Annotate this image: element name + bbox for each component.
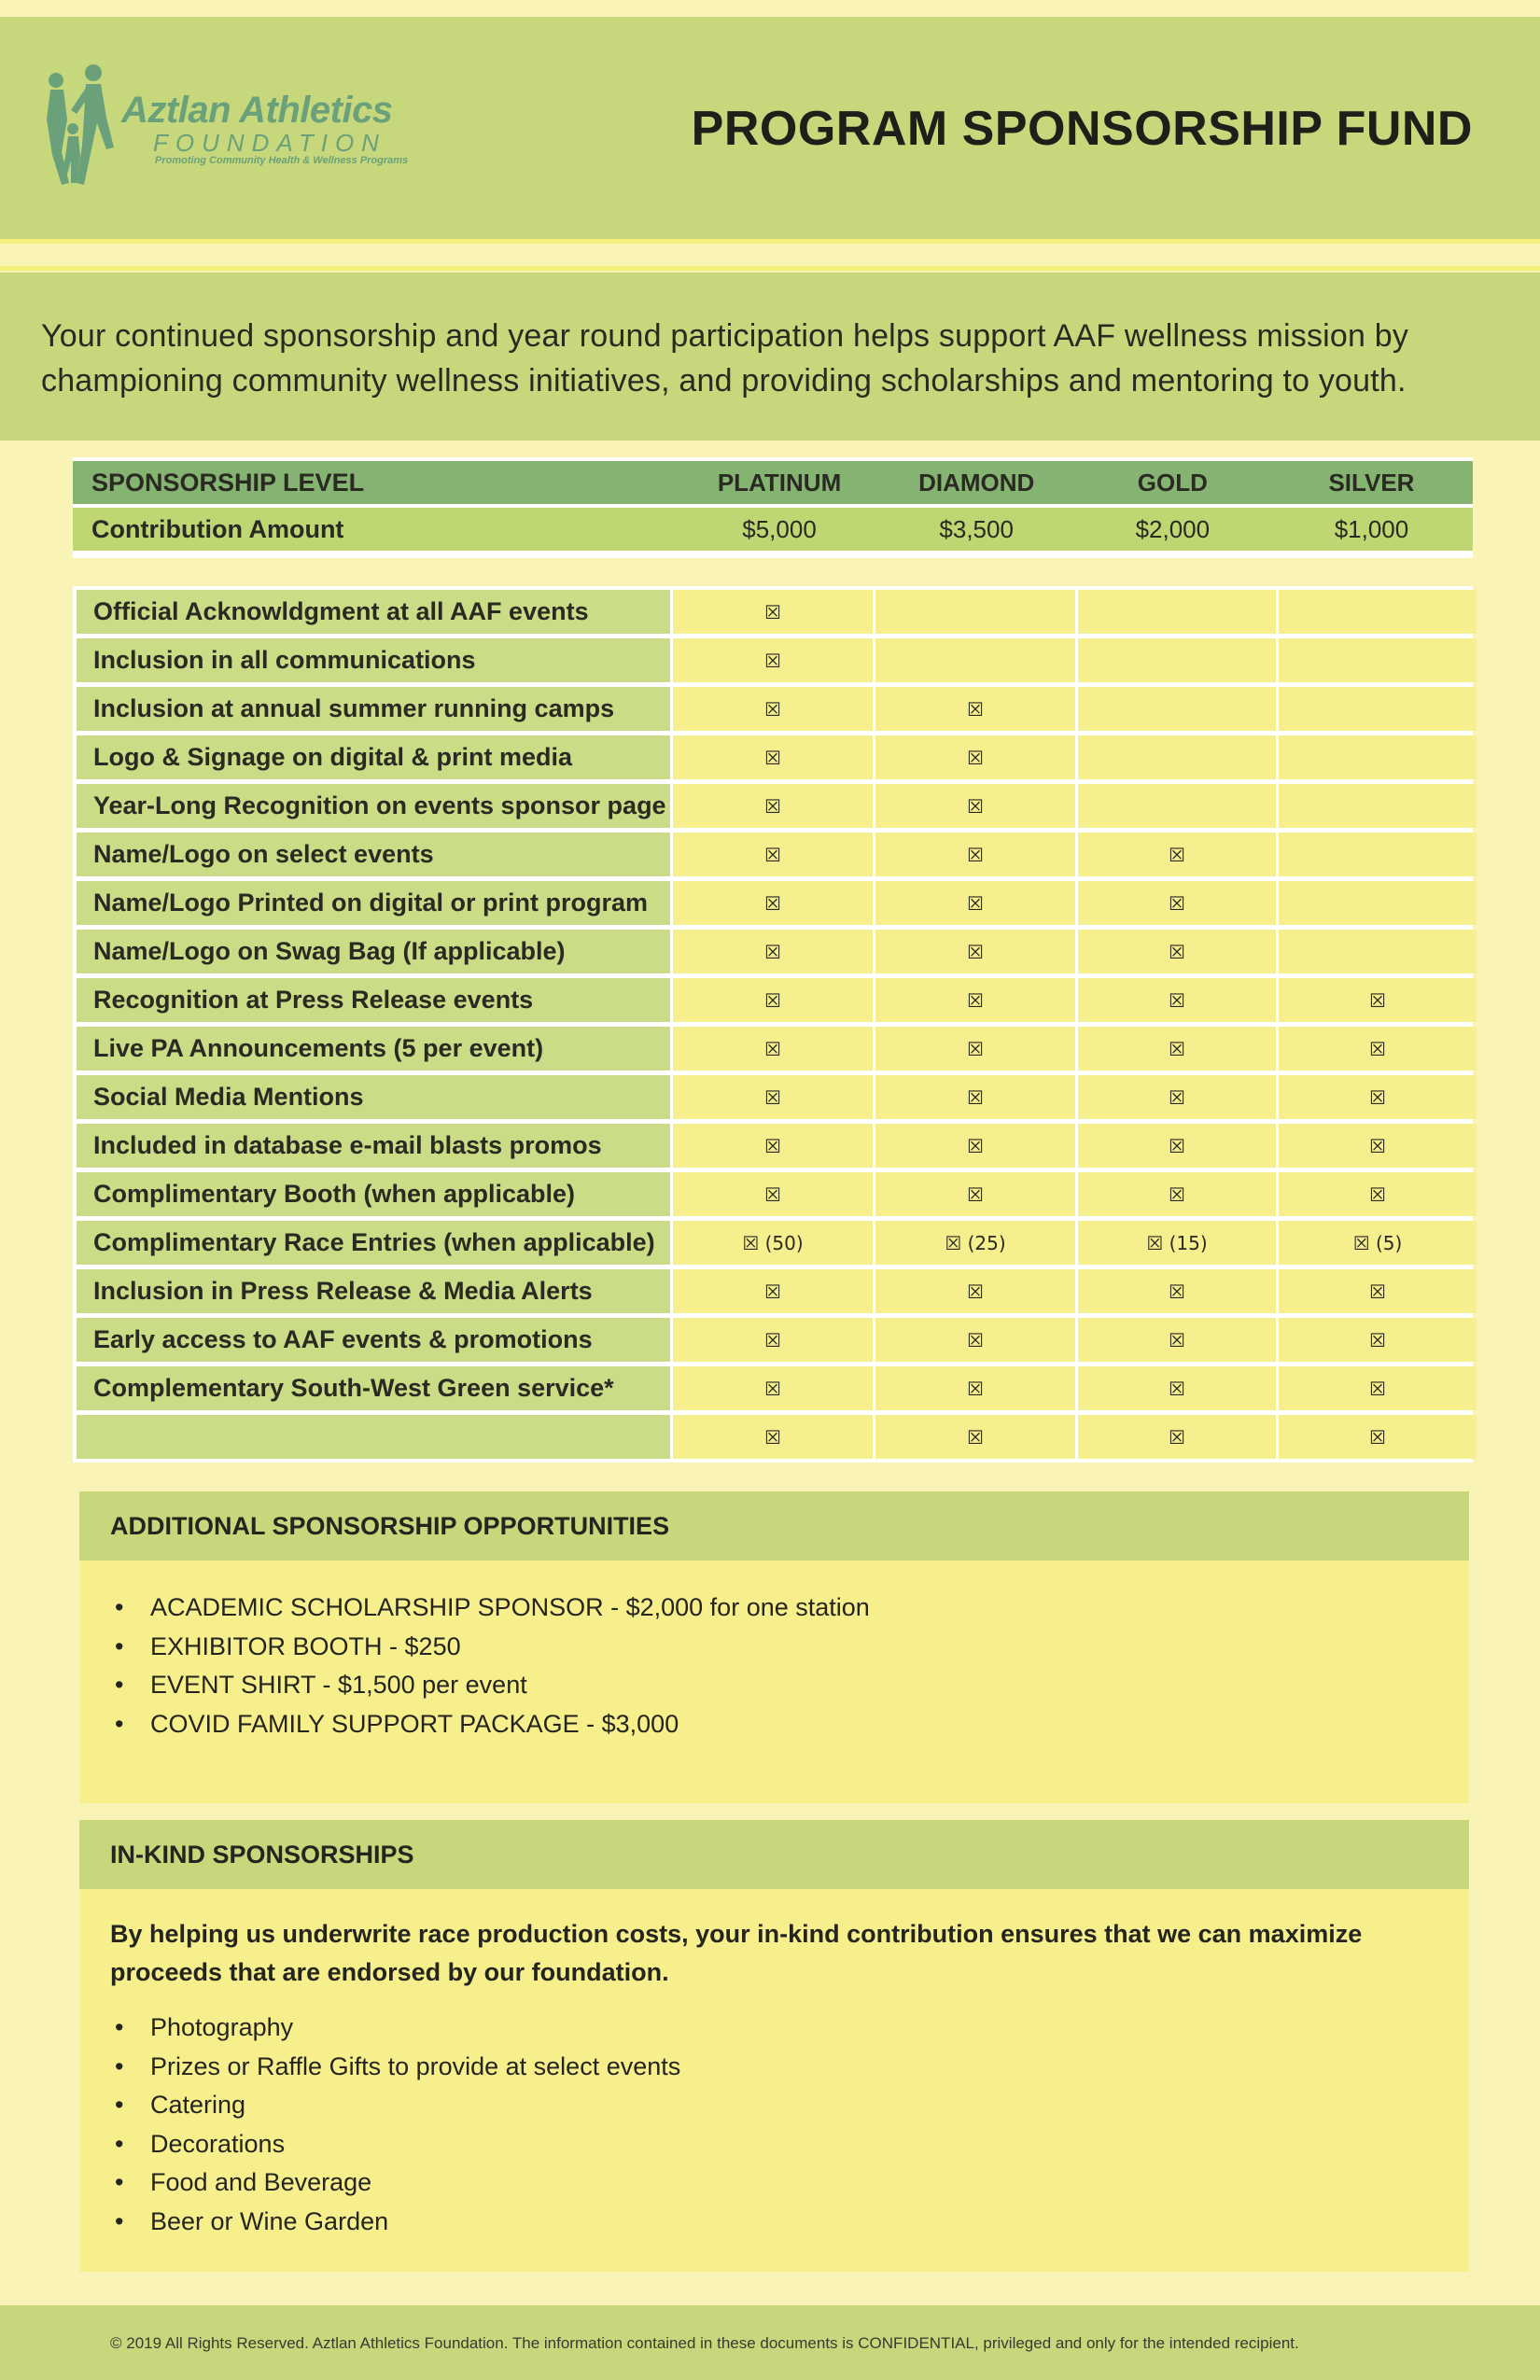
benefit-cell-silver [1279,735,1477,779]
benefit-label: Complimentary Race Entries (when applicable) [77,1221,670,1265]
checkbox-icon: ☒ [1169,891,1185,915]
benefit-label: Early access to AAF events & promotions [77,1318,670,1362]
benefit-cell-diamond [875,881,1075,925]
section-header [79,1820,1469,1889]
benefit-cell-diamond [875,1172,1075,1216]
benefit-cell-silver [1279,1269,1477,1313]
checkbox-icon: ☒ [1169,940,1185,963]
level-name-silver: SILVER [1328,468,1415,497]
checkbox-icon: ☒ (25) [945,1231,1006,1254]
list-item: • Catering [115,2086,680,2125]
checkbox-icon: ☒ [1369,1085,1386,1109]
footer-copyright: © 2019 All Rights Reserved. Aztlan Athletics Foundation. The information contained in these documents is CONFIDENTIAL, privileged and only for the intended recipient. [110,2334,1299,2352]
contribution-row [73,508,1473,551]
checkbox-icon: ☒ [1369,1134,1386,1157]
benefit-cell-diamond [875,735,1075,779]
inkind-list [115,2009,680,2241]
benefit-cell-silver [1279,1027,1477,1071]
benefit-cell-diamond [875,1318,1075,1362]
benefit-cell-diamond [875,978,1075,1022]
checkbox-icon: ☒ [764,1425,781,1449]
benefit-cell-platinum [673,784,873,828]
benefit-label: Social Media Mentions [77,1075,670,1119]
section-header [79,1491,1469,1561]
benefit-label: Recognition at Press Release events [77,978,670,1022]
amount-diamond: $3,500 [939,514,1014,543]
benefit-cell-silver [1279,1221,1477,1265]
benefit-cell-silver [1279,1318,1477,1362]
benefit-cell-diamond [875,930,1075,973]
checkbox-icon: ☒ [1169,1377,1185,1400]
benefit-cell-platinum [673,735,873,779]
checkbox-icon: ☒ [967,988,984,1012]
benefit-cell-platinum [673,1366,873,1410]
benefit-cell-diamond [875,1415,1075,1459]
benefit-cell-gold [1078,833,1276,876]
levels-header-row [73,461,1473,504]
benefit-cell-gold [1078,1027,1276,1071]
benefit-cell-platinum [673,1124,873,1168]
benefit-cell-diamond [875,590,1075,634]
benefit-cell-gold [1078,1318,1276,1362]
benefit-cell-silver [1279,1124,1477,1168]
logo-subtitle: FOUNDATION [153,129,386,157]
benefit-cell-gold [1078,687,1276,731]
list-item: • Beer or Wine Garden [115,2203,680,2242]
benefit-cell-platinum [673,1221,873,1265]
benefit-cell-diamond [875,1366,1075,1410]
list-item: • Prizes or Raffle Gifts to provide at select events [115,2048,680,2087]
level-name-platinum: PLATINUM [717,468,842,497]
additional-list [115,1589,870,1743]
benefit-cell-silver [1279,1075,1477,1119]
running-family-icon [37,63,131,194]
benefit-cell-platinum [673,1027,873,1071]
benefit-cell-platinum [673,590,873,634]
benefit-cell-gold [1078,784,1276,828]
checkbox-icon: ☒ [764,697,781,721]
logo-name: Aztlan Athletics [121,90,393,131]
checkbox-icon: ☒ (5) [1352,1231,1403,1254]
benefit-cell-gold [1078,881,1276,925]
checkbox-icon: ☒ [1169,1183,1185,1206]
list-item: • COVID FAMILY SUPPORT PACKAGE - $3,000 [115,1705,870,1744]
benefit-cell-silver [1279,881,1477,925]
checkbox-icon: ☒ [764,843,781,866]
benefit-label: Live PA Announcements (5 per event) [77,1027,670,1071]
checkbox-icon: ☒ (50) [742,1231,804,1254]
checkbox-icon: ☒ [1169,988,1185,1012]
checkbox-icon: ☒ [1369,1280,1386,1303]
checkbox-icon: ☒ [764,1037,781,1060]
list-item: • ACADEMIC SCHOLARSHIP SPONSOR - $2,000 for one station [115,1589,870,1628]
benefit-label: Inclusion at annual summer running camps [77,687,670,731]
checkbox-icon: ☒ [1369,1183,1386,1206]
checkbox-icon: ☒ [967,1280,984,1303]
checkbox-icon: ☒ [1169,1280,1185,1303]
list-item: • EVENT SHIRT - $1,500 per event [115,1666,870,1705]
inkind-section [79,1820,1469,2272]
checkbox-icon: ☒ [967,1377,984,1400]
benefit-cell-silver [1279,833,1477,876]
amount-silver: $1,000 [1334,514,1409,543]
benefit-cell-diamond [875,1124,1075,1168]
list-item: • Food and Beverage [115,2163,680,2203]
checkbox-icon: ☒ [764,746,781,769]
amount-platinum: $5,000 [742,514,817,543]
benefit-label: Official Acknowldgment at all AAF events [77,590,670,634]
checkbox-icon: ☒ [967,1085,984,1109]
sponsorship-levels-table [73,457,1473,558]
benefit-cell-silver [1279,930,1477,973]
checkbox-icon: ☒ [764,1183,781,1206]
benefit-cell-gold [1078,1415,1276,1459]
benefit-cell-silver [1279,1366,1477,1410]
benefit-cell-platinum [673,1415,873,1459]
checkbox-icon: ☒ [1169,1328,1185,1351]
benefit-cell-platinum [673,930,873,973]
benefit-cell-platinum [673,1269,873,1313]
list-item: • Decorations [115,2125,680,2164]
checkbox-icon: ☒ [1169,1425,1185,1449]
checkbox-icon: ☒ [1369,1328,1386,1351]
benefit-cell-diamond [875,1027,1075,1071]
inkind-intro: By helping us underwrite race production costs, your in-kind contribution ensures that we can maximize proceeds that are endorsed by our foundation. [110,1920,1363,1986]
benefit-cell-gold [1078,978,1276,1022]
benefit-cell-gold [1078,638,1276,682]
checkbox-icon: ☒ [1369,1377,1386,1400]
benefit-cell-platinum [673,833,873,876]
checkbox-icon: ☒ [1169,1037,1185,1060]
checkbox-icon: ☒ [967,697,984,721]
checkbox-icon: ☒ [764,649,781,672]
benefit-cell-gold [1078,590,1276,634]
level-name-diamond: DIAMOND [918,468,1035,497]
logo-tagline: Promoting Community Health & Wellness Programs [155,155,409,166]
benefit-label: Complementary South-West Green service* [77,1366,670,1410]
checkbox-icon: ☒ [967,843,984,866]
checkbox-icon: ☒ [1369,1425,1386,1449]
additional-opportunities-section [79,1491,1469,1803]
list-item: • Photography [115,2009,680,2048]
checkbox-icon: ☒ [764,1085,781,1109]
contribution-label: Contribution Amount [91,514,344,543]
benefit-cell-gold [1078,1124,1276,1168]
intro-text: Your continued sponsorship and year round participation helps support AAF wellness mission by championing community wellness initiatives, and providing scholarships and mentoring to youth. [41,318,1409,399]
checkbox-icon: ☒ [764,891,781,915]
benefit-cell-silver [1279,978,1477,1022]
checkbox-icon: ☒ [967,1134,984,1157]
checkbox-icon: ☒ [764,988,781,1012]
benefit-cell-gold [1078,1172,1276,1216]
checkbox-icon: ☒ [967,940,984,963]
benefit-cell-platinum [673,638,873,682]
checkbox-icon: ☒ [967,1328,984,1351]
benefit-cell-gold [1078,930,1276,973]
benefit-label: Name/Logo on Swag Bag (If applicable) [77,930,670,973]
checkbox-icon: ☒ [1169,843,1185,866]
benefit-cell-gold [1078,735,1276,779]
benefit-label: Year-Long Recognition on events sponsor page [77,784,670,828]
benefit-cell-silver [1279,687,1477,731]
benefit-cell-silver [1279,638,1477,682]
checkbox-icon: ☒ [1369,1037,1386,1060]
benefit-label: Included in database e-mail blasts promos [77,1124,670,1168]
benefit-label [77,1415,670,1459]
benefit-cell-silver [1279,590,1477,634]
checkbox-icon: ☒ (15) [1146,1231,1208,1254]
checkbox-icon: ☒ [1369,988,1386,1012]
checkbox-icon: ☒ [764,1328,781,1351]
checkbox-icon: ☒ [764,940,781,963]
benefit-cell-diamond [875,687,1075,731]
list-item: • EXHIBITOR BOOTH - $250 [115,1628,870,1667]
checkbox-icon: ☒ [967,1425,984,1449]
benefit-cell-platinum [673,687,873,731]
checkbox-icon: ☒ [764,794,781,818]
checkbox-icon: ☒ [967,891,984,915]
checkbox-icon: ☒ [967,794,984,818]
benefit-cell-diamond [875,638,1075,682]
benefit-cell-silver [1279,784,1477,828]
benefit-cell-platinum [673,881,873,925]
benefit-cell-platinum [673,978,873,1022]
benefit-label: Inclusion in Press Release & Media Alerts [77,1269,670,1313]
benefits-table [73,586,1473,1463]
checkbox-icon: ☒ [1169,1085,1185,1109]
checkbox-icon: ☒ [764,1280,781,1303]
benefit-label: Name/Logo on select events [77,833,670,876]
benefit-cell-gold [1078,1366,1276,1410]
amount-gold: $2,000 [1135,514,1211,543]
divider-stripe [0,266,1540,271]
benefit-cell-diamond [875,1075,1075,1119]
checkbox-icon: ☒ [967,746,984,769]
benefit-label: Inclusion in all communications [77,638,670,682]
benefit-cell-gold [1078,1221,1276,1265]
benefit-cell-gold [1078,1269,1276,1313]
benefit-cell-silver [1279,1172,1477,1216]
benefit-label: Complimentary Booth (when applicable) [77,1172,670,1216]
benefit-cell-diamond [875,1269,1075,1313]
divider-stripe [0,239,1540,244]
checkbox-icon: ☒ [764,600,781,623]
benefit-cell-diamond [875,1221,1075,1265]
checkbox-icon: ☒ [967,1183,984,1206]
benefit-cell-gold [1078,1075,1276,1119]
benefit-cell-platinum [673,1172,873,1216]
benefit-label: Logo & Signage on digital & print media [77,735,670,779]
benefit-cell-diamond [875,784,1075,828]
benefit-cell-diamond [875,833,1075,876]
benefit-cell-silver [1279,1415,1477,1459]
section-title: IN-KIND SPONSORSHIPS [110,1841,414,1869]
levels-header-label: SPONSORSHIP LEVEL [91,468,365,497]
section-title: ADDITIONAL SPONSORSHIP OPPORTUNITIES [110,1512,670,1540]
page-title: PROGRAM SPONSORSHIP FUND [691,102,1473,156]
level-name-gold: GOLD [1137,468,1208,497]
checkbox-icon: ☒ [764,1377,781,1400]
checkbox-icon: ☒ [967,1037,984,1060]
benefit-cell-platinum [673,1318,873,1362]
benefit-cell-platinum [673,1075,873,1119]
benefit-label: Name/Logo Printed on digital or print program [77,881,670,925]
checkbox-icon: ☒ [1169,1134,1185,1157]
checkbox-icon: ☒ [764,1134,781,1157]
